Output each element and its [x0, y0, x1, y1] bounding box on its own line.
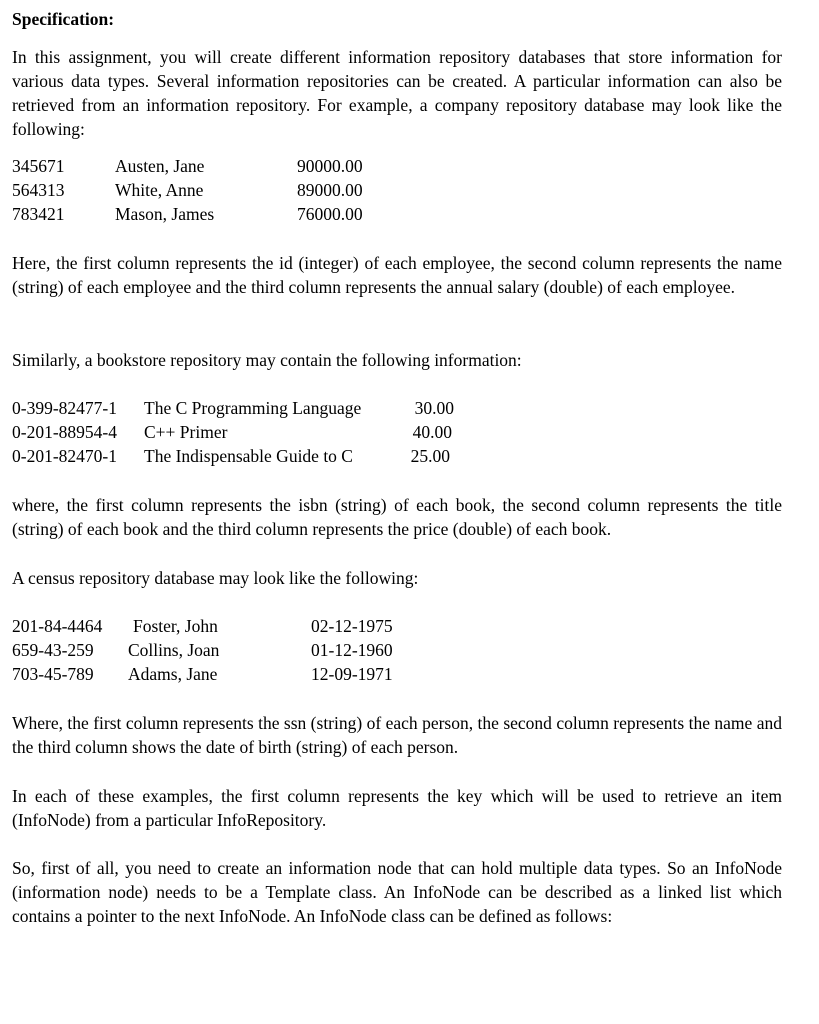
company-name: Mason, James — [115, 204, 215, 224]
book-title: The Indispensable Guide to C — [144, 446, 353, 466]
book-title: C++ Primer — [144, 422, 228, 442]
company-name: Austen, Jane — [115, 156, 205, 176]
company-salary: 90000.00 — [297, 156, 363, 176]
book-isbn: 0-201-82470-1 — [12, 446, 117, 466]
census-ssn: 659-43-259 — [12, 640, 94, 660]
census-name: Adams, Jane — [128, 664, 218, 684]
intro-paragraph: In this assignment, you will create different information repository databases that store information for various data types. Several information repositories can be created. A particular information can also be retrieved from an information repository. For example, a company repository database may look like the following: — [12, 47, 782, 139]
census-dob: 12-09-1971 — [311, 664, 393, 684]
company-name: White, Anne — [115, 180, 204, 200]
company-salary: 89000.00 — [297, 180, 363, 200]
company-id: 564313 — [12, 180, 65, 200]
census-dob: 02-12-1975 — [311, 616, 393, 636]
book-title: The C Programming Language — [144, 398, 362, 418]
census-intro: A census repository database may look like the following: — [12, 568, 419, 588]
book-isbn: 0-201-88954-4 — [12, 422, 117, 442]
book-price: 40.00 — [412, 422, 452, 442]
census-name: Foster, John — [133, 616, 218, 636]
census-name: Collins, Joan — [128, 640, 220, 660]
bookstore-intro: Similarly, a bookstore repository may contain the following information: — [12, 350, 522, 370]
company-salary: 76000.00 — [297, 204, 363, 224]
company-id: 783421 — [12, 204, 65, 224]
key-description: In each of these examples, the first column represents the key which will be used to retrieve an item (InfoNode) from a particular InfoRepository. — [12, 786, 782, 830]
infonode-description: So, first of all, you need to create an information node that can hold multiple data types. So an InfoNode (information node) needs to be a Template class. An InfoNode can be described as a linked list which contains a pointer to the next InfoNode. An InfoNode class can be defined as follows: — [12, 858, 782, 926]
census-ssn: 703-45-789 — [12, 664, 94, 684]
bookstore-description: where, the first column represents the isbn (string) of each book, the second column represents the title (string) of each book and the third column represents the price (double) of each book. — [12, 495, 782, 539]
specification-heading: Specification: — [12, 9, 115, 29]
company-id: 345671 — [12, 156, 65, 176]
book-price: 25.00 — [410, 446, 450, 466]
book-price: 30.00 — [414, 398, 454, 418]
book-isbn: 0-399-82477-1 — [12, 398, 117, 418]
census-ssn: 201-84-4464 — [12, 616, 103, 636]
census-description: Where, the first column represents the ssn (string) of each person, the second column represents the name and the third column shows the date of birth (string) of each person. — [12, 713, 782, 757]
company-description: Here, the first column represents the id (integer) of each employee, the second column represents the name (string) of each employee and the third column represents the annual salary (double) of each employee. — [12, 253, 782, 297]
census-dob: 01-12-1960 — [311, 640, 393, 660]
